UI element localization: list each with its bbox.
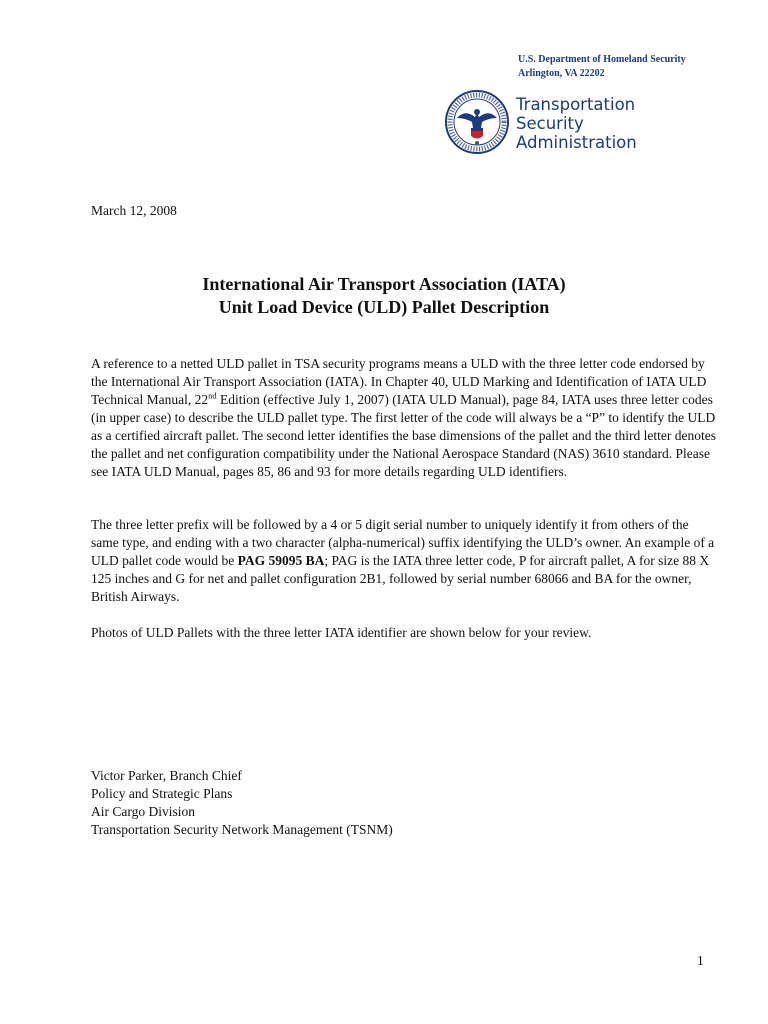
title-line-1: International Air Transport Association (IATA) bbox=[202, 274, 566, 294]
department-name: U.S. Department of Homeland Security bbox=[518, 54, 686, 65]
department-city: Arlington, VA 22202 bbox=[518, 68, 605, 79]
dhs-seal-icon bbox=[445, 90, 509, 154]
signer-office: Policy and Strategic Plans bbox=[91, 786, 233, 801]
paragraph-serial-format bbox=[91, 516, 716, 606]
paragraph-text: The three letter prefix will be followed by a 4 or 5 digit serial number to uniquely identify it from others of the same type, and ending with a two character (alpha-numerical) suffix identifying the ULD’s owner. An example of a ULD pallet code would be bbox=[91, 517, 715, 568]
page-number: 1 bbox=[697, 953, 704, 968]
signer-organization: Transportation Security Network Management (TSNM) bbox=[91, 822, 393, 837]
department-address bbox=[518, 53, 758, 81]
paragraph-text: A reference to a netted ULD pallet in TSA security programs means a ULD with the three letter code endorsed by the International Air Transport Association (IATA). In Chapter 40, ULD Marking and Identification of IATA ULD Technical Manual, 22 bbox=[91, 356, 707, 407]
signature-block bbox=[91, 767, 393, 839]
signer-name: Victor Parker, Branch Chief bbox=[91, 768, 242, 783]
paragraph-uld-reference bbox=[91, 355, 716, 481]
ordinal-suffix: nd bbox=[208, 390, 217, 401]
agency-line: Administration bbox=[516, 133, 637, 152]
paragraph-text: ; PAG is the IATA three letter code, P for aircraft pallet, A for size 88 X 125 inches and G for net and pallet configuration 2B1, followed by serial number 68066 and BA for the owner, British Airways. bbox=[91, 553, 710, 604]
agency-wordmark bbox=[516, 95, 637, 152]
paragraph-photos-note: Photos of ULD Pallets with the three letter IATA identifier are shown below for your review. bbox=[91, 625, 592, 640]
paragraph-text: Edition (effective July 1, 2007) (IATA ULD Manual), page 84, IATA uses three letter codes (in upper case) to describe the ULD pallet type. The first letter of the code will always be a “P” to identify the ULD as a certified aircraft pallet. The second letter identifies the base dimensions of the pallet and the third letter denotes the pallet and net configuration compatibility under the National Aerospace Standard (NAS) 3610 standard. Please see IATA ULD Manual, pages 85, 86 and 93 for more details regarding ULD identifiers. bbox=[91, 392, 717, 479]
document-title bbox=[0, 273, 768, 319]
agency-line: Security bbox=[516, 114, 584, 133]
title-line-2: Unit Load Device (ULD) Pallet Description bbox=[218, 297, 550, 317]
signer-division: Air Cargo Division bbox=[91, 804, 195, 819]
agency-line: Transportation bbox=[516, 95, 636, 114]
letter-date: March 12, 2008 bbox=[91, 203, 177, 218]
example-code: PAG 59095 BA bbox=[237, 553, 325, 568]
